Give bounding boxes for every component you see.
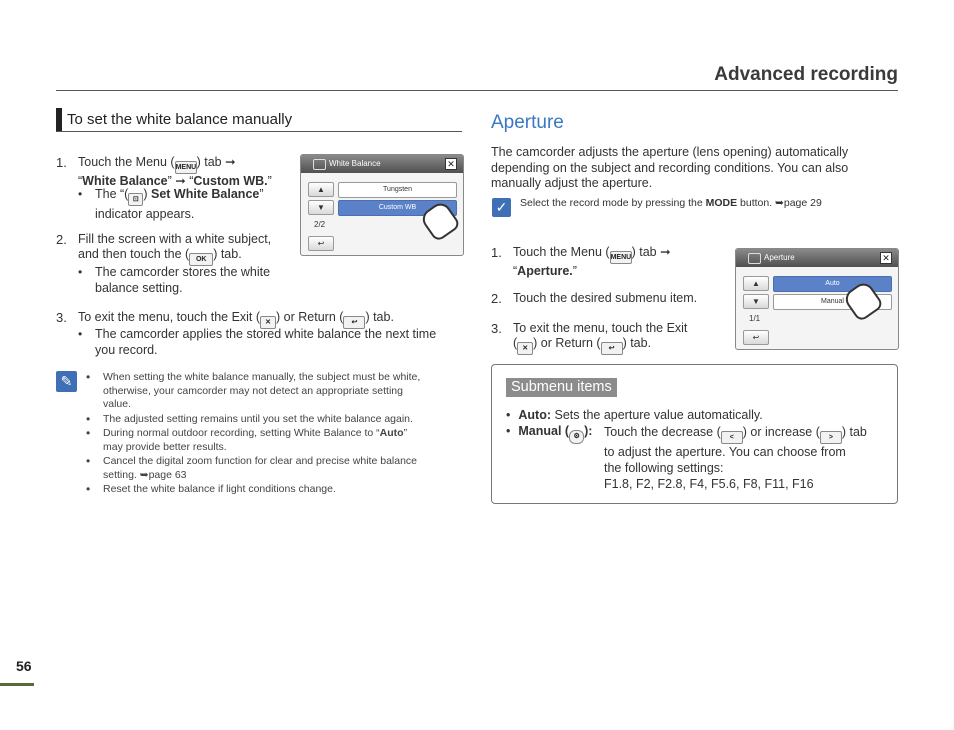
page-counter: 2/2: [314, 220, 326, 229]
camera-icon: [748, 253, 761, 264]
option-manual[interactable]: Manual: [773, 294, 892, 310]
menu-icon: MENU: [610, 251, 632, 264]
step-2-text: Fill the screen with a white subject, and then touch the ( OK ) tab.: [78, 232, 271, 266]
step-1-text: Touch the Menu (MENU) tab ➞ “White Balance” ➞ “Custom WB.”: [78, 155, 272, 188]
step-number: 2.: [56, 232, 67, 247]
submenu-manual-label: • Manual ( ⚙ ):: [506, 424, 592, 444]
page-number: 56: [16, 658, 32, 674]
scroll-up-button[interactable]: ▲: [308, 182, 334, 197]
aperture-screen: [735, 248, 899, 350]
aperture-step-2: Touch the desired submenu item.: [513, 291, 698, 305]
section-heading-bar: [56, 108, 62, 131]
manual-aperture-icon: ⚙: [569, 430, 584, 444]
submenu-items-box: [491, 364, 898, 504]
precheck-note: Select the record mode by pressing the MODE button. ➥page 29: [520, 197, 822, 209]
note-icon: ✎: [56, 371, 77, 392]
section-heading: [56, 108, 462, 132]
note-item: • During normal outdoor recording, setting White Balance to “Auto” may provide better results.: [86, 426, 408, 453]
step-number: 1.: [491, 245, 502, 260]
menu-icon: MENU: [175, 161, 197, 174]
bullet-1: • The “( ⊡ ) Set White Balance” indicator appears.: [78, 187, 264, 221]
close-icon[interactable]: ✕: [445, 158, 457, 170]
close-icon[interactable]: ✕: [880, 252, 892, 264]
submenu-tag: Submenu items: [506, 378, 617, 397]
screen-title-bar: [301, 155, 463, 173]
notes-list: [86, 371, 466, 497]
scroll-down-button[interactable]: ▼: [308, 200, 334, 215]
submenu-manual-text: Touch the decrease ( < ) or increase ( > ) tab to adjust the aperture. You can choose from the following settings: F1.8, F2, F2.8, F4, F5.6, F8, F11, F16: [604, 425, 867, 491]
page-number-bar: [0, 683, 34, 686]
aperture-title: Aperture: [491, 112, 564, 133]
step-number: 3.: [56, 310, 67, 325]
decrease-icon: <: [721, 431, 743, 444]
page-counter: 1/1: [749, 314, 761, 323]
return-icon: ↩: [343, 316, 365, 329]
note-item: • The adjusted setting remains until you set the white balance again.: [86, 411, 413, 426]
bullet-3: • The camcorder applies the stored white balance the next time you record.: [78, 327, 437, 357]
screen-title: White Balance: [329, 159, 381, 168]
screen-title-bar: [736, 249, 898, 267]
section-heading-text: To set the white balance manually: [67, 111, 293, 128]
screen-title: Aperture: [764, 253, 795, 262]
increase-icon: >: [820, 431, 842, 444]
note-item: • Reset the white balance if light conditions change.: [86, 482, 336, 496]
bullet-dot: •: [78, 265, 83, 279]
bullet-2: • The camcorder stores the white balance setting.: [78, 265, 271, 295]
note-item: • Cancel the digital zoom function for clear and precise white balance setting. ➥page 63: [86, 454, 418, 481]
header-rule: [56, 90, 898, 91]
aperture-step-3: To exit the menu, touch the Exit ( ✕ ) or Return ( ↩ ) tab.: [513, 321, 687, 355]
option-tungsten[interactable]: Tungsten: [338, 182, 457, 198]
step-number: 2.: [491, 291, 502, 306]
option-auto[interactable]: Auto: [773, 276, 892, 292]
submenu-auto: • Auto: Sets the aperture value automatically.: [506, 408, 763, 422]
white-balance-screen: [300, 154, 464, 256]
return-button[interactable]: ↩: [743, 330, 769, 345]
aperture-intro: The camcorder adjusts the aperture (lens opening) automatically depending on the subject and recording conditions. You can also manually adjust the aperture.: [491, 145, 849, 190]
step-3-text: To exit the menu, touch the Exit ( ✕ ) or Return ( ↩ ) tab.: [78, 310, 394, 329]
return-button[interactable]: ↩: [308, 236, 334, 251]
scroll-up-button[interactable]: ▲: [743, 276, 769, 291]
custom-wb-icon: ⊡: [128, 193, 143, 206]
aperture-step-1: Touch the Menu (MENU) tab ➞ “Aperture.”: [513, 245, 671, 278]
option-custom-wb[interactable]: Custom WB: [338, 200, 457, 216]
note-item: • When setting the white balance manually, the subject must be white, otherwise, your camcorder may not detect an appropriate setting value.: [86, 370, 421, 410]
ok-icon: OK: [189, 253, 213, 266]
exit-icon: ✕: [517, 342, 533, 355]
bullet-dot: •: [78, 327, 83, 341]
bullet-dot: •: [78, 187, 83, 201]
page-title: Advanced recording: [714, 64, 898, 85]
step-number: 3.: [491, 321, 502, 336]
return-icon: ↩: [601, 342, 623, 355]
step-number: 1.: [56, 155, 67, 170]
camera-icon: [313, 159, 326, 170]
exit-icon: ✕: [260, 316, 276, 329]
scroll-down-button[interactable]: ▼: [743, 294, 769, 309]
check-note-icon: ✓: [492, 198, 511, 217]
